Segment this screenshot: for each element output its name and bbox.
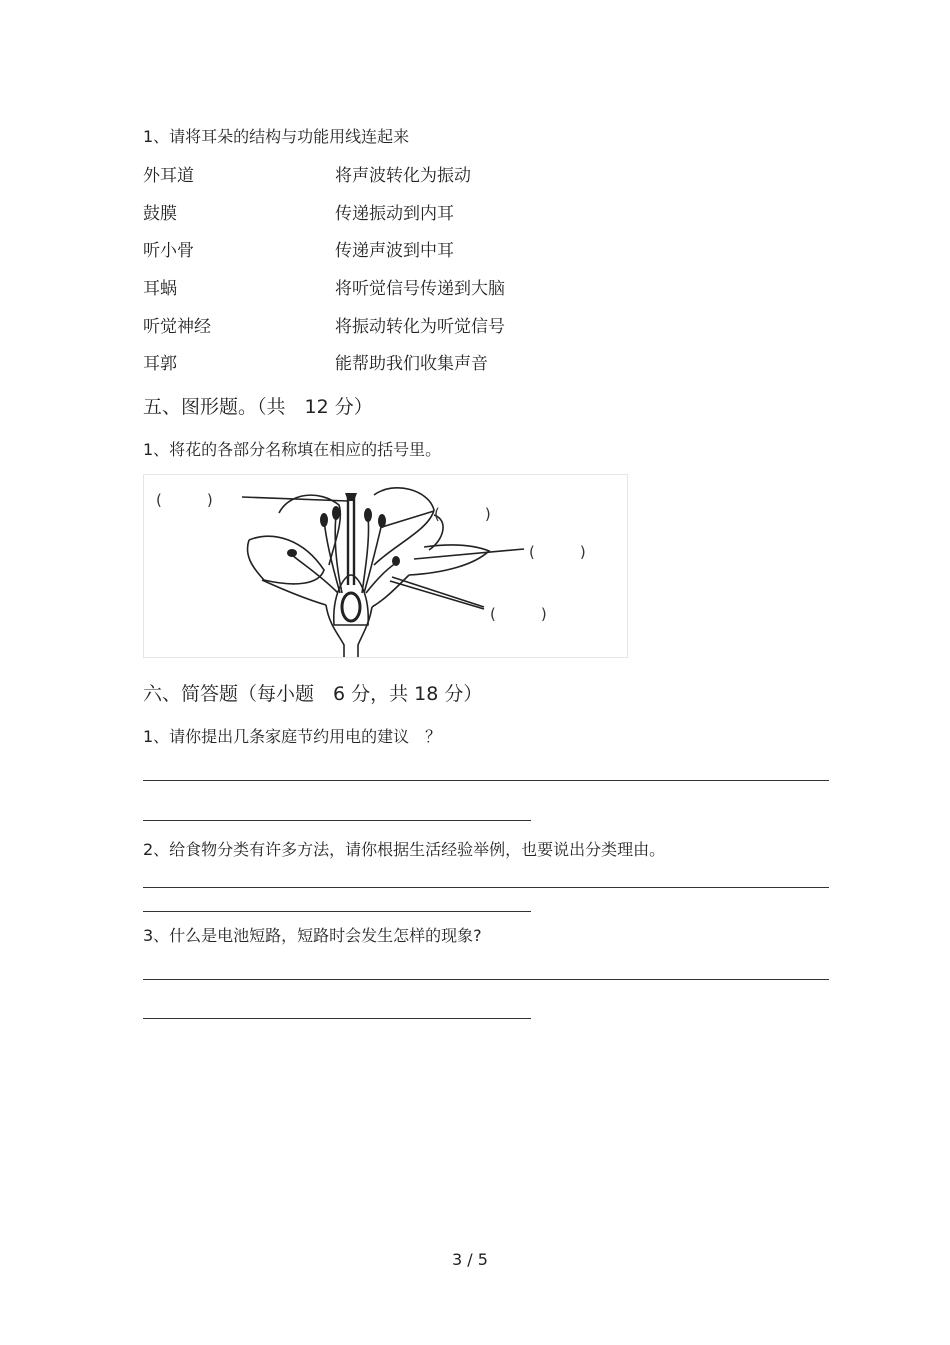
ear-structure: 听小骨 bbox=[143, 241, 194, 261]
section-six-title: 六、简答题（每小题 6 分，共 18 分） bbox=[143, 683, 483, 705]
ear-function: 将听觉信号传递到大脑 bbox=[335, 279, 505, 299]
answer-line[interactable] bbox=[143, 887, 829, 888]
ear-structure: 外耳道 bbox=[143, 166, 194, 186]
ear-function: 将声波转化为振动 bbox=[335, 166, 471, 186]
section-five-title: 五、图形题。（共 12 分） bbox=[143, 396, 373, 418]
question-3: 3、什么是电池短路，短路时会发生怎样的现象? bbox=[143, 926, 482, 945]
question-1: 1、请你提出几条家庭节约用电的建议 ？ bbox=[143, 727, 442, 746]
ear-structure: 鼓膜 bbox=[143, 204, 177, 224]
flower-label-blank[interactable]: ( ) bbox=[529, 543, 586, 561]
flower-diagram bbox=[143, 474, 628, 658]
ear-function: 传递振动到内耳 bbox=[335, 204, 454, 224]
flower-drawing bbox=[144, 475, 627, 657]
ear-structure: 耳蜗 bbox=[143, 279, 177, 299]
ear-structure: 耳郭 bbox=[143, 354, 177, 374]
flower-question: 1、将花的各部分名称填在相应的括号里。 bbox=[143, 440, 442, 459]
ear-question: 1、请将耳朵的结构与功能用线连起来 bbox=[143, 127, 410, 146]
ear-structure: 听觉神经 bbox=[143, 317, 211, 337]
ear-function: 能帮助我们收集声音 bbox=[335, 354, 488, 374]
flower-label-blank[interactable]: ( ) bbox=[490, 605, 547, 623]
flower-label-blank[interactable]: ( ) bbox=[156, 491, 213, 509]
question-2: 2、给食物分类有许多方法，请你根据生活经验举例，也要说出分类理由。 bbox=[143, 840, 666, 859]
answer-line[interactable] bbox=[143, 780, 829, 781]
answer-line[interactable] bbox=[143, 820, 531, 821]
answer-line[interactable] bbox=[143, 911, 531, 912]
page-number: 3 / 5 bbox=[452, 1250, 488, 1269]
answer-line[interactable] bbox=[143, 1018, 531, 1019]
answer-line[interactable] bbox=[143, 979, 829, 980]
flower-label-blank[interactable]: ( ) bbox=[434, 505, 491, 523]
ear-function: 传递声波到中耳 bbox=[335, 241, 454, 261]
ear-function: 将振动转化为听觉信号 bbox=[335, 317, 505, 337]
